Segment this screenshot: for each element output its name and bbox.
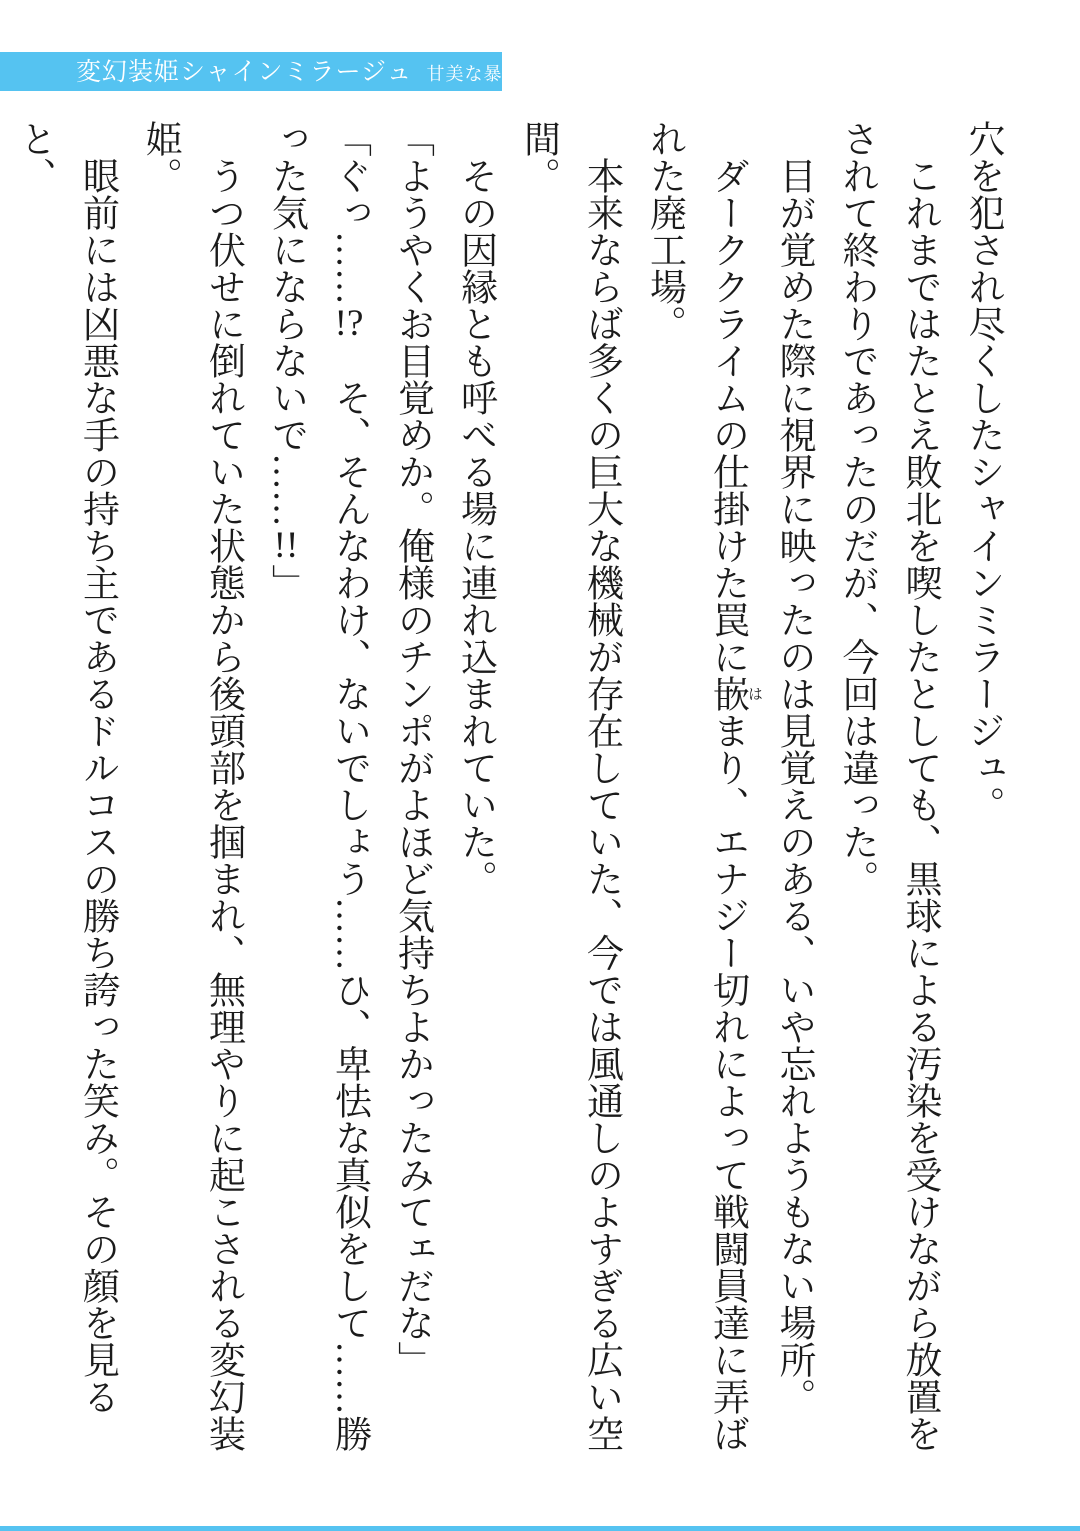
novel-text-block xyxy=(3,120,1015,1458)
paragraph: うつ伏せに倒れていた状態から後頭部を掴まれ、無理やりに起こされる変幻装姫。 xyxy=(139,120,244,1452)
paragraph: 本来ならば多くの巨大な機械が存在していた、今では風通しのよすぎる広い空間。 xyxy=(517,120,622,1452)
chapter-title: 甘美な暴力に堕ちる正義 xyxy=(426,64,636,84)
footer-accent-bar xyxy=(0,1526,1080,1531)
paragraph: 穴を犯され尽くしたシャインミラージュ。 xyxy=(962,120,1003,823)
series-title: 変幻装姫シャインミラージュ xyxy=(76,59,413,86)
paragraph: これまではたとえ敗北を喫したとしても、黒球による汚染を受けながら放置をされて終わりであったのだが、今回は違った。 xyxy=(836,120,940,1452)
paragraph: ダーククライムの仕掛けた罠に嵌はまり、エナジー切れによって戦闘員達に弄ばれた廃工場。 xyxy=(643,120,762,1452)
tatechuyoko: !? xyxy=(334,305,364,342)
page-header-bar xyxy=(0,52,636,91)
furigana: 嵌は xyxy=(706,675,762,712)
tatechuyoko: !! xyxy=(273,527,299,564)
paragraph: 目が覚めた際に視界に映ったのは見覚えのある、いや忘れようもない場所。 xyxy=(773,157,814,1415)
paragraph: その因縁とも呼べる場に連れ込まれていた。 xyxy=(454,157,496,897)
paragraph: 眼前には凶悪な手の持ち主であるドルコスの勝ち誇った笑み。その顔を見ると、 xyxy=(13,120,118,1415)
paragraph: 「ようやくお目覚めか。俺様のチンポがよほど気持ちよかったみてェだな」 xyxy=(391,120,433,1378)
paragraph: 「ぐっ……!? そ、そんなわけ、ないでしょう……ひ、卑怯な真似をして……勝った気にならないで……!!」 xyxy=(265,120,370,1452)
